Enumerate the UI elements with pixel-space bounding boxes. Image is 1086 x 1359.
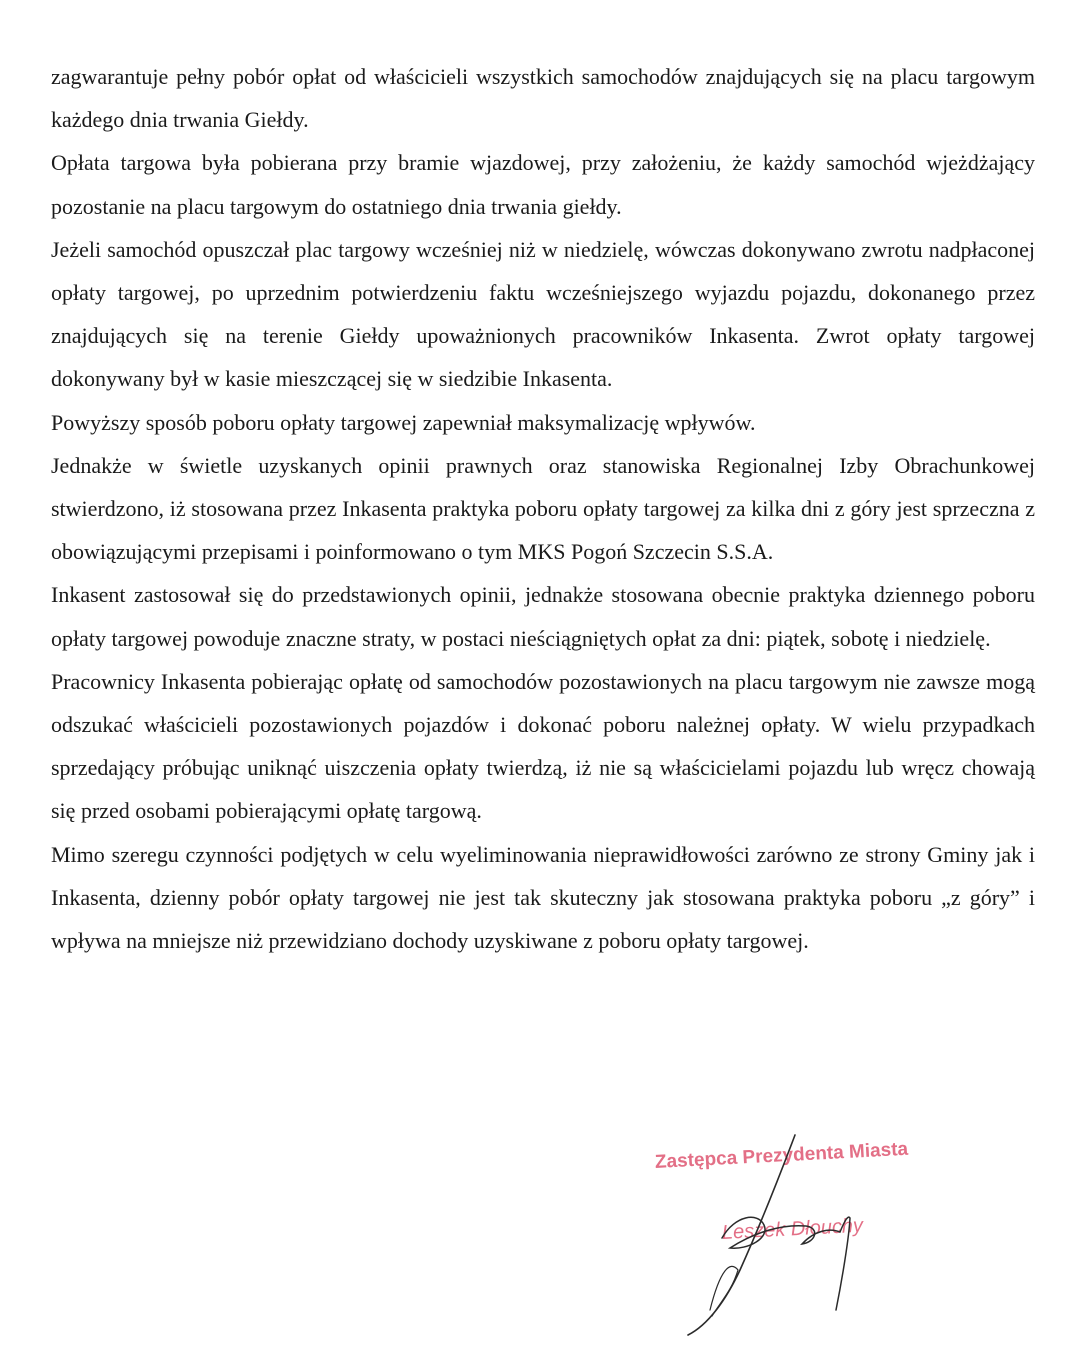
paragraph: Jednakże w świetle uzyskanych opinii prawnych oraz stanowiska Regionalnej Izby Obrachunkowej stwierdzono, iż stosowana przez Inkasenta praktyka poboru opłaty targowej za kilka dni z góry jest sprzeczna z obowiązującymi przepisami i poinformowano o tym MKS Pogoń Szczecin S.S.A. <box>51 452 1035 565</box>
paragraph: Powyższy sposób poboru opłaty targowej zapewniał maksymalizację wpływów. <box>51 409 756 435</box>
stamp-name: Leszek Dłouchy <box>721 1214 864 1244</box>
paragraph: Mimo szeregu czynności podjętych w celu wyeliminowania nieprawidłowości zarówno ze strony Gminy jak i Inkasenta, dzienny pobór opłaty targowej nie jest tak skuteczny jak stosowana praktyka poboru „z góry” i wpływa na mniejsze niż przewidziano dochody uzyskiwane z poboru opłaty targowej. <box>51 841 1035 954</box>
paragraph: Pracownicy Inkasenta pobierając opłatę od samochodów pozostawionych na placu targowym nie zawsze mogą odszukać właścicieli pozostawionych pojazdów i dokonać poboru należnej opłaty. W wielu przypadkach sprzedający próbując uniknąć uiszczenia opłaty twierdzą, iż nie są właścicielami pojazdu lub wręcz chowają się przed osobami pobierającymi opłatę targową. <box>51 668 1035 824</box>
paragraph: Jeżeli samochód opuszczał plac targowy wcześniej niż w niedzielę, wówczas dokonywano zwrotu nadpłaconej opłaty targowej, po uprzednim potwierdzeniu faktu wcześniejszego wyjazdu pojazdu, dokonanego przez znajdujących się na terenie Giełdy upoważnionych pracowników Inkasenta. Zwrot opłaty targowej dokonywany był w kasie mieszczącej się w siedzibie Inkasenta. <box>51 236 1035 392</box>
handwritten-signature <box>660 1120 900 1350</box>
paragraph: Inkasent zastosował się do przedstawionych opinii, jednakże stosowana obecnie praktyka dziennego poboru opłaty targowej powoduje znaczne straty, w postaci nieściągniętych opłat za dni: piątek, sobotę i niedzielę. <box>51 582 1035 651</box>
document-body <box>51 55 1035 962</box>
stamp-title: Zastępca Prezydenta Miasta <box>654 1138 909 1173</box>
paragraph: Opłata targowa była pobierana przy bramie wjazdowej, przy założeniu, że każdy samochód wjeżdżający pozostanie na placu targowym do ostatniego dnia trwania giełdy. <box>51 150 1035 219</box>
paragraph: zagwarantuje pełny pobór opłat od właścicieli wszystkich samochodów znajdujących się na placu targowym każdego dnia trwania Giełdy. <box>51 64 1035 133</box>
